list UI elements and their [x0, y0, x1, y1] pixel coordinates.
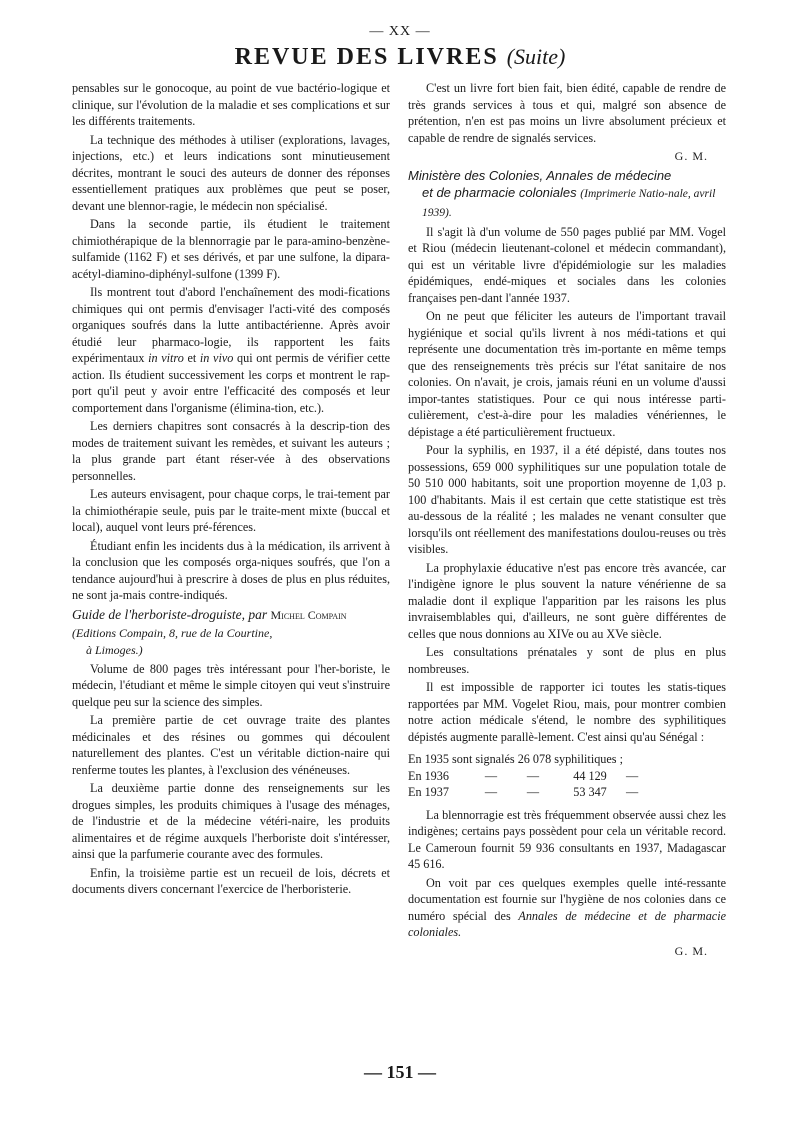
stats-value: 26 078: [517, 752, 552, 766]
running-title: [0, 44, 800, 71]
stats-label: En 1936: [408, 768, 449, 783]
review-heading-herboriste: [72, 606, 390, 659]
review-author: Michel Compain: [270, 607, 347, 622]
text-run: Ils montrent tout d'abord l'enchaînement des modi-fications chimiques qui ont permis d'envisager l'acti-vité des composés organiques soufrés dans la lutte antibactérienne. Après avoir étudié leur pharmaco-logie, ils rapportent les faits expérimentaux: [72, 285, 390, 365]
paragraph: La blennorragie est très fréquemment observée aussi chez les indigènes; certains pays possèdent pour cela un véritable record. Le Cameroun fournit 59 936 consultants en 1937, Madagascar 45 616.: [408, 807, 726, 871]
stats-row: [408, 768, 726, 785]
running-title-suite: (Suite): [506, 44, 566, 69]
stats-dash: —: [526, 785, 540, 799]
italic-term: in vitro: [148, 351, 184, 365]
stats-row: [408, 784, 726, 801]
paragraph: [72, 284, 390, 416]
review-title: Ministère des Colonies, Annales de médecine: [408, 167, 672, 183]
paragraph: C'est un livre fort bien fait, bien édité, capable de rendre de très grands services à tous et qui, malgré son absence de prétention, n'en est pas moins un livre absolument précieux et capable de rendre de signalés services.: [408, 81, 726, 145]
paragraph: Enfin, la troisième partie est un recueil de lois, décrets et documents divers concernant l'exercice de l'herboristerie.: [72, 865, 390, 896]
stats-dash: —: [484, 768, 498, 783]
senegal-statistics-table: [408, 751, 726, 801]
paragraph: La deuxième partie donne des renseignements sur les drogues simples, les produits chimiques à l'usage des ménages, de l'industrie et de la médecine vétéri-naire, les produits alimentaires et de régime auxquels l'herboriste doit s'intéresser, ainsi que la parfumerie courante avec des formules.: [72, 781, 390, 861]
running-title-text: REVUE DES LIVRES: [234, 44, 499, 70]
paragraph: Les auteurs envisagent, pour chaque corps, le trai-tement par la chimiothérapie seule, puis par le traite-ment mixte (buccal et local), auquel vont leurs pré-férences.: [72, 487, 390, 534]
italic-journal-title: Annales de médecine et de pharmacie coloniales.: [408, 908, 727, 939]
signature: G. M.: [674, 149, 708, 163]
paragraph: pensables sur le gonocoque, au point de vue bactério-logique et clinique, sur l'évolution de la maladie et ses complications et sur les différents traitements.: [72, 81, 390, 128]
stats-value: 44 129: [573, 768, 607, 783]
review-title-part2: et de pharmacie coloniales: [422, 184, 577, 200]
paragraph: On ne peut que féliciter les auteurs de l'important travail hygiénique et social qu'ils livrent à nos médi-tations et qui représente une documentation très im-portante en même temps que des renseignements très précis sur l'état sanitaire de nos colonies. On n'avait, je crois, jamais réuni en un volume d'aussi impor-tantes statistiques. Pour ce qui nous intéresse parti-culièrement, c'est-à-dire pour les maladies vénériennes, le dépistage a été particulièrement fructueux.: [408, 309, 726, 439]
paragraph: Étudiant enfin les incidents dus à la médication, ils arrivent à la conclusion que les composés orga-niques soufrés, que l'on a tendance aujourd'hui à prescrire à doses de plus en plus réduites, ne sont ja-mais contre-indiqués.: [72, 538, 390, 602]
page-number: — 151 —: [364, 1062, 436, 1082]
stats-unit: —: [626, 785, 639, 799]
paragraph: Les consultations prénatales y sont de plus en plus nombreuses.: [408, 645, 726, 676]
stats-label: En 1935 sont signalés: [408, 752, 515, 766]
review-city: à Limoges.): [86, 642, 143, 657]
stats-label: En 1937: [408, 785, 449, 799]
stats-dash: —: [484, 785, 498, 799]
paragraph: Volume de 800 pages très intéressant pour l'her-boriste, le médecin, l'étudiant et même le simple citoyen qui veut s'instruire quelque peu sur la science des simples.: [72, 661, 390, 709]
text-run: On voit par ces quelques exemples quelle inté-ressante documentation est fournie sur l'hygiène de nos colonies dans ce numéro spécial des: [408, 875, 726, 923]
text-run: et: [183, 351, 200, 365]
review-publisher: (Imprimerie Natio-nale, avril 1939).: [422, 187, 716, 219]
paragraph: Pour la syphilis, en 1937, il a été dépisté, dans toutes nos possessions, 659 000 syphilitiques sur une population totale de 50 510 000 habitants, soit une proportion moyenne de 1,03 p. 100 d'habitants. Mais il est certain que cette statistique est très au-dessous de la réalité ; les malades ne venant consulter que lorsqu'ils ont réellement des manifestations doulou-reuses ou très visibles.: [408, 443, 726, 556]
stats-unit: —: [626, 768, 639, 783]
folio-roman-numeral: — XX —: [369, 24, 431, 39]
stats-value: 53 347: [573, 785, 607, 799]
signature: G. M.: [674, 943, 708, 958]
stats-dash: —: [526, 768, 540, 783]
review-publisher: (Editions Compain, 8, rue de la Courtine,: [72, 625, 273, 640]
paragraph: Il s'agit là d'un volume de 550 pages publié par MM. Vogel et Riou (médecin lieutenant-colonel et médecin commandant), qui est un véritable livre d'épidémiologie sur les maladies épidémiques, endé-miques et sociales dans les colonies françaises pen-dant l'année 1937.: [408, 224, 726, 305]
paragraph: La prophylaxie éducative n'est pas encore très avancée, car l'indigène ignore le plus souvent la nature vénérienne de sa maladie dont il explique l'apparition par les raisons les plus invraisemblables qui, d'ailleurs, ne sont guère différentes de celles que nous donnions au XIVe ou au XVe siècle.: [408, 560, 726, 641]
paragraph: Les derniers chapitres sont consacrés à la descrip-tion des modes de traitement suivant les remèdes, et suivant les auteurs ; la plus grande part étant réser-vée à des observations personnelles.: [72, 419, 390, 483]
paragraph: Dans la seconde partie, ils étudient le traitement chimiothérapique de la blennorragie par le para-amino-benzène-sulfamide (1162 F) et ses dérivés, et par une sulfone, la dipara-acétyl-diamino-diphényl-sulfone (1399 F).: [72, 217, 390, 281]
review-title: Guide de l'herboriste-droguiste,: [72, 606, 245, 622]
review-heading-colonies: [408, 167, 726, 222]
paragraph: Il est impossible de rapporter ici toutes les statis-tiques rapportées par MM. Vogelet Riou, mais, pour montrer combien notre action médicale s'étend, le nombre des syphilitiques dépistés augmente parallè-lement. C'est ainsi qu'au Sénégal :: [408, 680, 726, 744]
right-column: [408, 80, 726, 959]
review-par: par: [245, 606, 271, 622]
stats-row: [408, 751, 726, 768]
left-column: [72, 80, 390, 898]
text-run: qui ont permis de vérifier cette action. Ils étudient successivement les corps et montrent le rap-port qu'il peut y avoir entre l'efficacité des composés et leur comportement dans l'organisme (élimina-tion, etc.).: [72, 351, 391, 415]
paragraph: La technique des méthodes à utiliser (explorations, lavages, injections, etc.) et leurs indications sont minutieusement décrites, montrant le souci des auteurs de donner des réponses essentiellement pratiques aux problèmes que peut se poser, devant une blennor-ragie, le médecin non spécialisé.: [72, 132, 390, 213]
review-title-cont: [408, 184, 726, 222]
italic-term: in vivo: [199, 351, 234, 365]
paragraph: La première partie de cet ouvrage traite des plantes médicinales et des résines ou gommes qui découlent naturellement des plantes. C'est un véritable diction-naire qui renferme toutes les plantes, à l'exclusion des vénéneuses.: [72, 713, 390, 777]
stats-unit: syphilitiques ;: [554, 752, 623, 766]
paragraph: [408, 875, 726, 941]
